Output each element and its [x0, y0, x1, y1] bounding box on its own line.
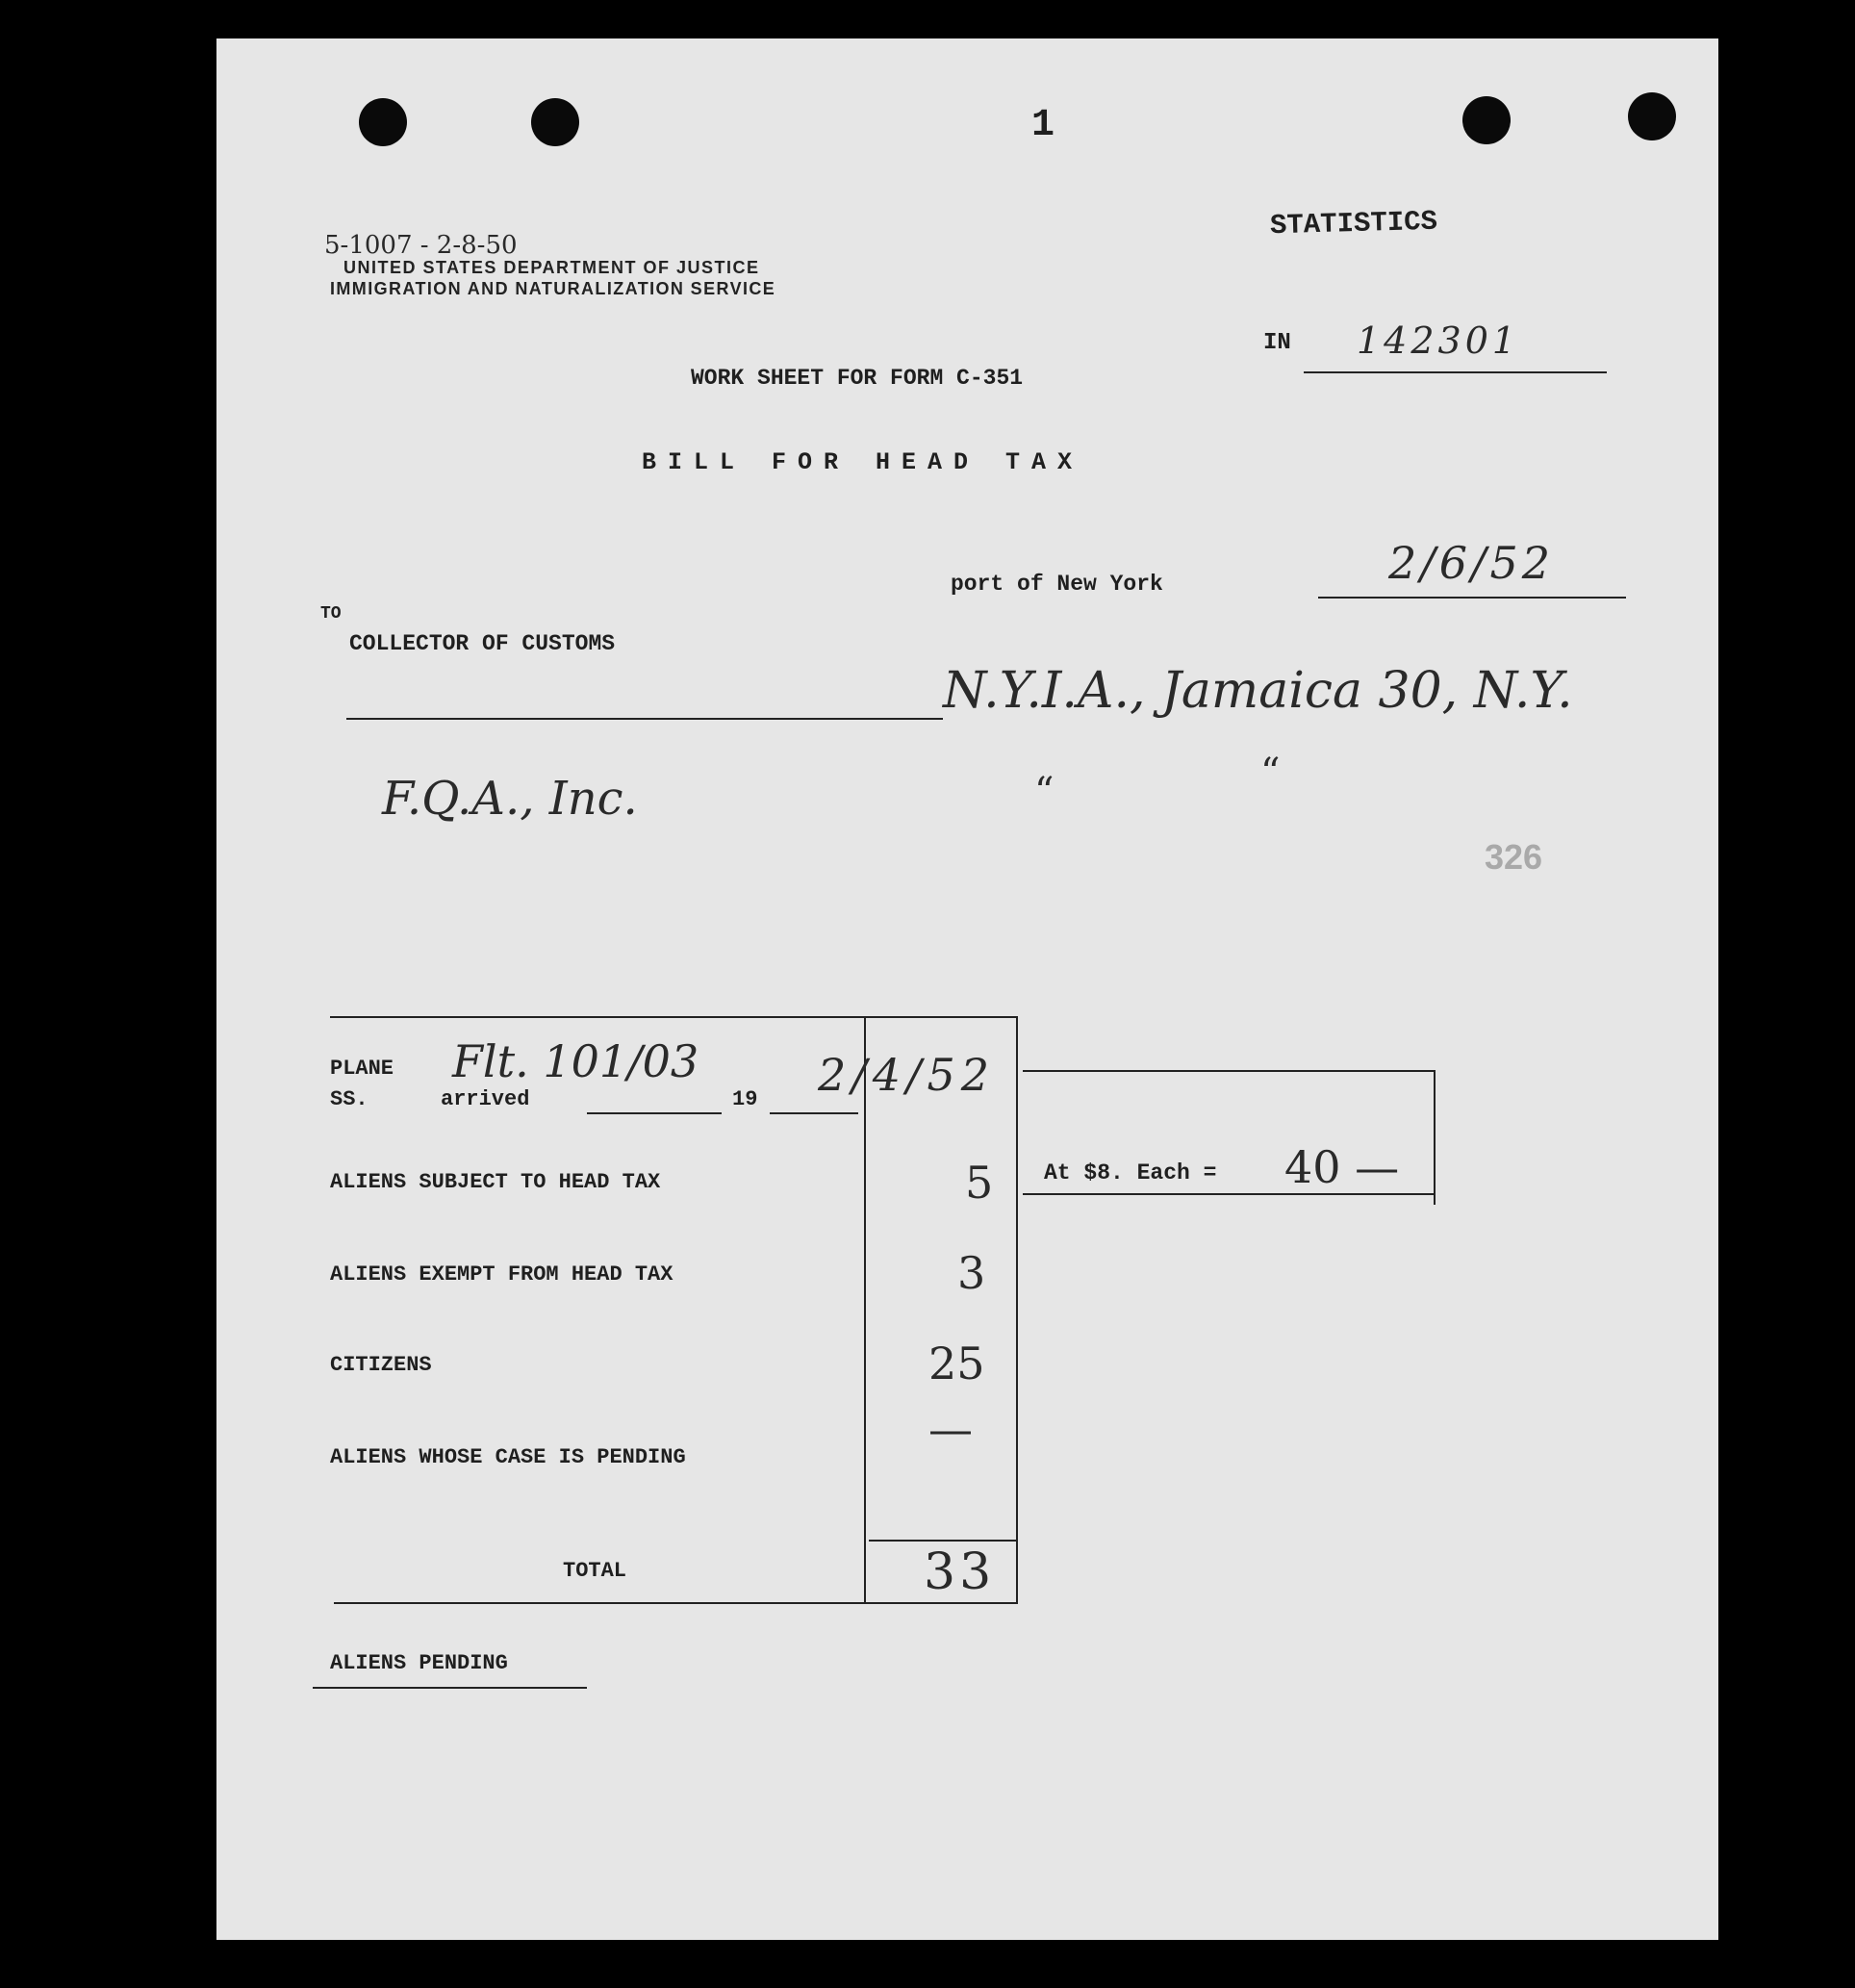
table-bottom-line — [334, 1602, 1018, 1604]
bill-title: BILL FOR HEAD TAX — [642, 448, 1084, 476]
agency-line-1: UNITED STATES DEPARTMENT OF JUSTICE — [343, 258, 760, 277]
table-top-line — [330, 1016, 1018, 1018]
ditto-mark: “ — [1034, 770, 1055, 814]
row-value-citizens: 25 — [928, 1338, 985, 1389]
aliens-pending-line — [313, 1687, 587, 1689]
rate-box-right — [1434, 1070, 1436, 1205]
aliens-pending-label: ALIENS PENDING — [330, 1651, 508, 1675]
in-number: 142301 — [1357, 319, 1520, 362]
location-handwritten: N.Y.I.A., Jamaica 30, N.Y. — [943, 662, 1573, 720]
row-label-subject: ALIENS SUBJECT TO HEAD TAX — [330, 1170, 661, 1194]
form-reference: 5-1007 - 2-8-50 — [324, 231, 518, 260]
rate-box-bottom — [1023, 1193, 1434, 1195]
table-inner-divider — [864, 1016, 866, 1603]
arrived-label: arrived — [441, 1087, 530, 1111]
rate-box-top — [1023, 1070, 1434, 1072]
rate-label: At $8. Each = — [1044, 1160, 1217, 1185]
punch-hole — [531, 98, 579, 146]
in-label: IN — [1263, 330, 1291, 356]
stamp-number: 326 — [1485, 837, 1543, 877]
statistics-stamp: STATISTICS — [1269, 205, 1438, 242]
bill-date: 2/6/52 — [1388, 537, 1555, 589]
ss-label: SS. — [330, 1087, 368, 1111]
table-right-border — [1016, 1016, 1018, 1603]
row-value-pending: — — [928, 1403, 973, 1455]
row-label-pending: ALIENS WHOSE CASE IS PENDING — [330, 1445, 686, 1469]
port-label: port of New York — [951, 572, 1163, 597]
ditto-mark: “ — [1260, 751, 1281, 795]
total-label: TOTAL — [563, 1559, 627, 1583]
rate-total: 40 — — [1284, 1141, 1400, 1193]
arrival-date: 2/4/52 — [818, 1049, 996, 1101]
row-label-exempt: ALIENS EXEMPT FROM HEAD TAX — [330, 1262, 673, 1287]
row-label-citizens: CITIZENS — [330, 1353, 432, 1377]
punch-hole — [1462, 96, 1511, 144]
flight-number: Flt. 101/03 — [452, 1035, 699, 1087]
total-separator-line — [869, 1540, 1018, 1542]
plane-label: PLANE — [330, 1057, 394, 1081]
page-number: 1 — [1031, 104, 1055, 147]
in-number-line — [1304, 371, 1607, 373]
year-prefix: 19 — [732, 1087, 758, 1111]
row-value-subject: 5 — [965, 1157, 994, 1209]
agency-line-2: IMMIGRATION AND NATURALIZATION SERVICE — [330, 279, 776, 298]
total-value: 33 — [924, 1543, 996, 1601]
punch-hole — [359, 98, 407, 146]
row-value-exempt: 3 — [957, 1247, 986, 1299]
year-line — [770, 1112, 858, 1114]
collector-label: COLLECTOR OF CUSTOMS — [349, 631, 616, 656]
date-line — [1318, 597, 1626, 599]
document-page — [216, 38, 1718, 1940]
to-label: TO — [320, 604, 342, 624]
company-handwritten: F.Q.A., Inc. — [382, 772, 638, 826]
arrived-line — [587, 1112, 722, 1114]
punch-hole — [1628, 92, 1676, 140]
collector-line — [346, 718, 943, 720]
work-sheet-title: WORK SHEET FOR FORM C-351 — [691, 366, 1024, 391]
